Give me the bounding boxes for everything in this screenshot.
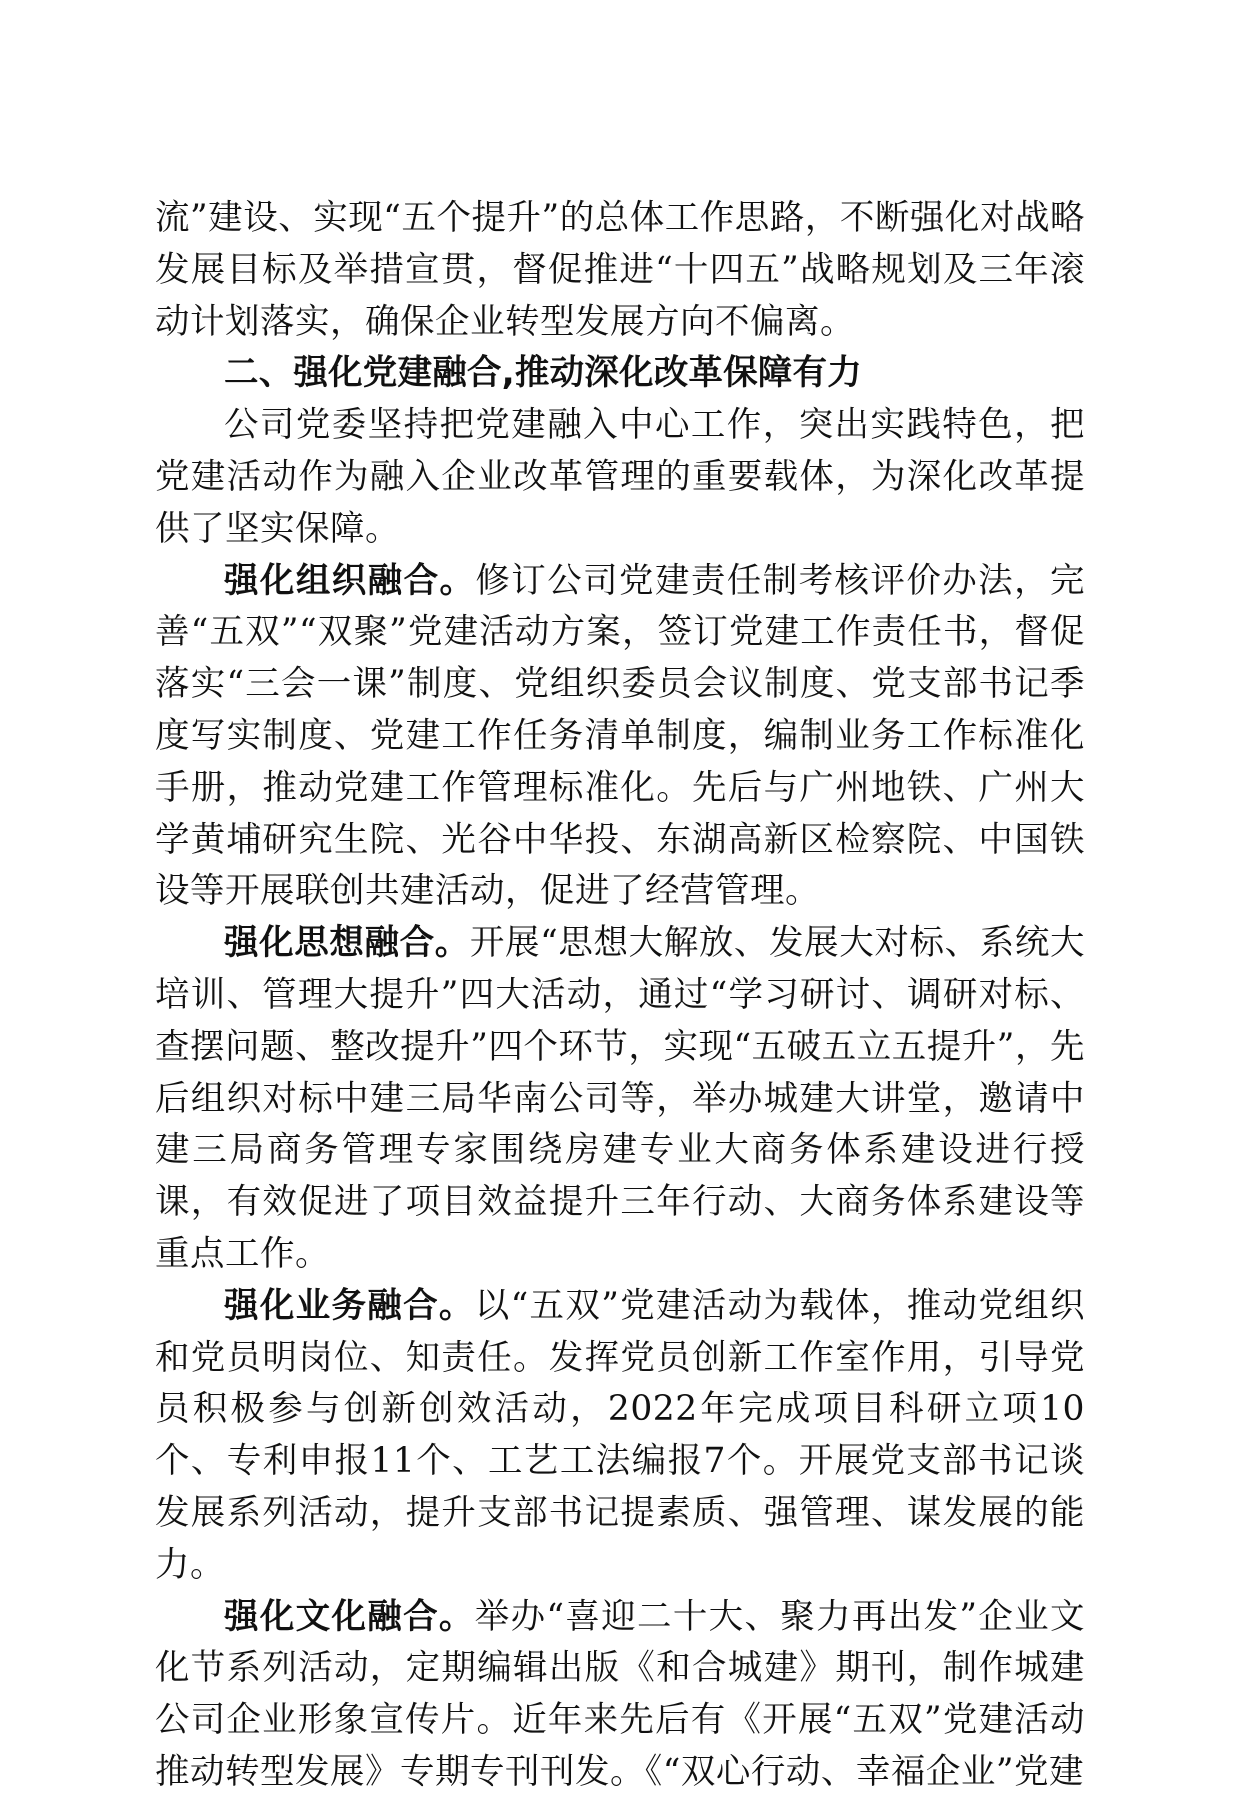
culture-integration-paragraph — [155, 1592, 1085, 1799]
organization-integration-text: 修订公司党建责任制考核评价办法，完善“五双”“双聚”党建活动方案，签订党建工作责任书，督促落实“三会一课”制度、党组织委员会议制度、党支部书记季度写实制度、党建工作任务清单制度，编制业务工作标准化手册，推动党建工作管理标准化。先后与广州地铁、广州大学黄埔研究生院、光谷中华投、东湖高新区检察院、中国铁设等开展联创共建活动，促进了经营管理。 — [155, 560, 1085, 912]
ideology-integration-text: 开展“思想大解放、发展大对标、系统大培训、管理大提升”四大活动，通过“学习研讨、调研对标、查摆问题、整改提升”四个环节，实现“五破五立五提升”，先后组织对标中建三局华南公司等，举办城建大讲堂，邀请中建三局商务管理专家围绕房建专业大商务体系建设进行授课，有效促进了项目效益提升三年行动、大商务体系建设等重点工作。 — [155, 923, 1086, 1274]
organization-integration-paragraph — [155, 556, 1085, 919]
organization-integration-lead: 强化组织融合。 — [224, 560, 476, 601]
business-integration-text: 以“五双”党建活动为载体，推动党组织和党员明岗位、知责任。发挥党员创新工作室作用，引导党员积极参与创新创效活动，2022年完成项目科研立项10个、专利申报11个、工艺工法编报7个。开展党支部书记谈发展系列活动，提升支部书记提素质、强管理、谋发展的能力。 — [155, 1285, 1086, 1585]
section-heading: 二、强化党建融合,推动深化改革保障有力 — [224, 353, 862, 394]
document-page — [155, 193, 1085, 1799]
ideology-integration-paragraph — [155, 918, 1085, 1281]
business-integration-lead: 强化业务融合。 — [224, 1285, 475, 1326]
continuation-paragraph: 流”建设、实现“五个提升”的总体工作思路，不断强化对战略发展目标及举措宣贯，督促推进“十四五”战略规划及三年滚动计划落实，确保企业转型发展方向不偏离。 — [155, 198, 1085, 342]
section-intro-paragraph: 公司党委坚持把党建融入中心工作，突出实践特色，把党建活动作为融入企业改革管理的重要载体，为深化改革提供了坚实保障。 — [155, 405, 1085, 549]
ideology-integration-lead: 强化思想融合。 — [224, 923, 470, 964]
business-integration-paragraph — [155, 1281, 1085, 1592]
culture-integration-text: 举办“喜迎二十大、聚力再出发”企业文化节系列活动，定期编辑出版《和合城建》期刊，制作城建公司企业形象宣传片。近年来先后有《开展“五双”党建活动推动转型发展》专期专刊刊发。《“双心行动、幸福企业”党建 — [155, 1596, 1086, 1792]
culture-integration-lead: 强化文化融合。 — [224, 1596, 475, 1637]
